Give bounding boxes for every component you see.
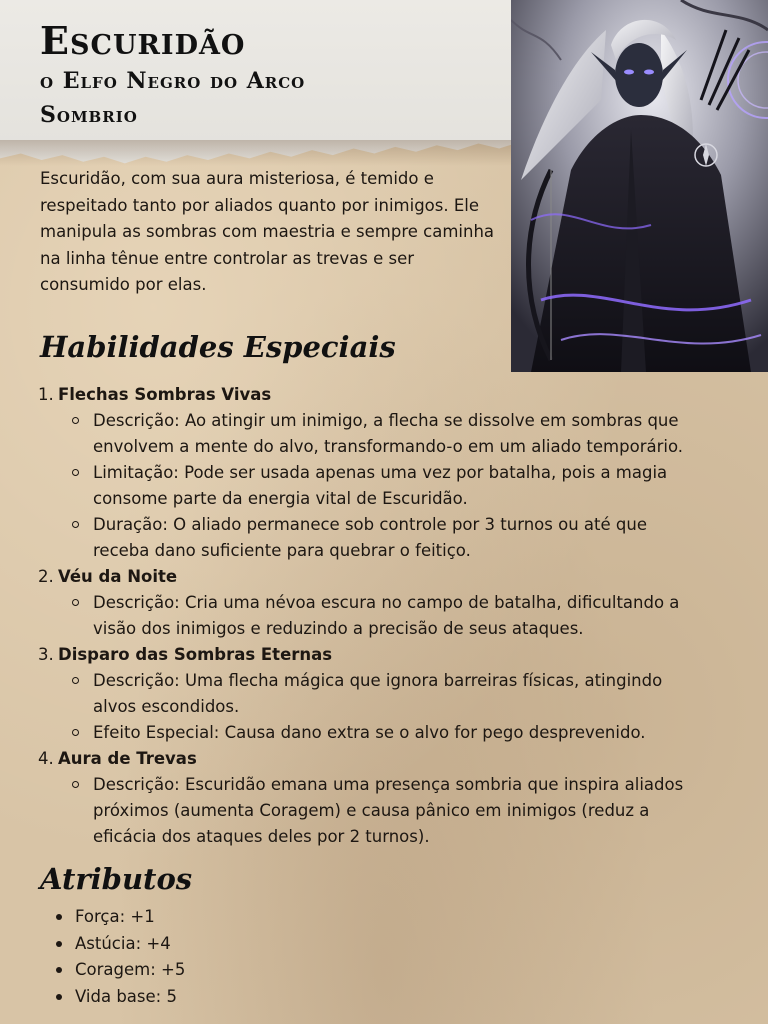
abilities-list <box>38 382 758 850</box>
ability-name: Flechas Sombras Vivas <box>58 385 272 404</box>
page-subtitle: o Elfo Negro do Arco Sombrio <box>40 68 306 128</box>
ability-detail <box>38 590 693 642</box>
hollow-bullet-icon <box>72 521 79 528</box>
ability-name: Disparo das Sombras Eternas <box>58 645 333 664</box>
ability-detail <box>38 720 693 746</box>
hollow-bullet-icon <box>72 781 79 788</box>
ability-detail-text: Descrição: Escuridão emana uma presença sombria que inspira aliados próximos (aumenta Coragem) e causa pânico em inimigos (reduz a eficácia dos ataques deles por 2 turnos). <box>93 775 684 846</box>
attributes-heading: Atributos <box>40 862 193 896</box>
ability-detail <box>38 772 693 850</box>
hollow-bullet-icon <box>72 469 79 476</box>
hollow-bullet-icon <box>72 417 79 424</box>
ability-detail <box>38 668 693 720</box>
page-title: Escuridão <box>40 18 246 63</box>
ability-detail-text: Limitação: Pode ser usada apenas uma vez por batalha, pois a magia consome parte da energia vital de Escuridão. <box>93 463 668 508</box>
ability-number: 2. <box>38 567 54 586</box>
attribute-item <box>56 931 185 958</box>
ability-name: Aura de Trevas <box>58 749 197 768</box>
bullet-icon <box>56 914 62 920</box>
attribute-text: Vida base: 5 <box>75 986 177 1006</box>
bullet-icon <box>56 941 62 947</box>
abilities-heading: Habilidades Especiais <box>40 330 396 364</box>
character-intro: Escuridão, com sua aura misteriosa, é temido e respeitado tanto por aliados quanto por inimigos. Ele manipula as sombras com maestria e sempre caminha na linha tênue entre controlar as trevas e ser consumido por elas. <box>40 169 495 294</box>
attribute-item <box>56 957 185 984</box>
ability-item <box>38 746 758 850</box>
ability-detail <box>38 408 693 460</box>
ability-name: Véu da Noite <box>58 567 178 586</box>
attribute-item <box>56 984 185 1011</box>
ability-detail-text: Descrição: Uma flecha mágica que ignora barreiras físicas, atingindo alvos escondidos. <box>93 671 663 716</box>
ability-detail-text: Duração: O aliado permanece sob controle por 3 turnos ou até que receba dano suficiente para quebrar o feitiço. <box>93 515 647 560</box>
ability-number: 1. <box>38 385 54 404</box>
hollow-bullet-icon <box>72 599 79 606</box>
attribute-text: Astúcia: +4 <box>75 933 171 953</box>
dark-elf-archer-portrait-icon <box>511 0 768 372</box>
ability-detail-text: Descrição: Ao atingir um inimigo, a flecha se dissolve em sombras que envolvem a mente do alvo, transformando-o em um aliado temporário. <box>93 411 684 456</box>
attribute-text: Força: +1 <box>75 907 155 926</box>
attribute-text: Coragem: +5 <box>75 960 186 979</box>
torn-edge-shadow <box>0 140 520 166</box>
bullet-icon <box>56 967 62 973</box>
character-portrait <box>511 0 768 372</box>
ability-item <box>38 564 758 642</box>
ability-item <box>38 642 758 746</box>
ability-detail-text: Descrição: Cria uma névoa escura no campo de batalha, dificultando a visão dos inimigos e reduzindo a precisão de seus ataques. <box>93 593 680 638</box>
ability-detail-text: Efeito Especial: Causa dano extra se o alvo for pego desprevenido. <box>93 723 646 742</box>
attribute-item <box>56 904 185 931</box>
ability-detail <box>38 460 693 512</box>
attributes-list <box>56 904 185 1010</box>
hollow-bullet-icon <box>72 677 79 684</box>
ability-detail <box>38 512 693 564</box>
ability-number: 3. <box>38 645 54 664</box>
ability-item <box>38 382 758 564</box>
ability-number: 4. <box>38 749 54 768</box>
bullet-icon <box>56 994 62 1000</box>
hollow-bullet-icon <box>72 729 79 736</box>
